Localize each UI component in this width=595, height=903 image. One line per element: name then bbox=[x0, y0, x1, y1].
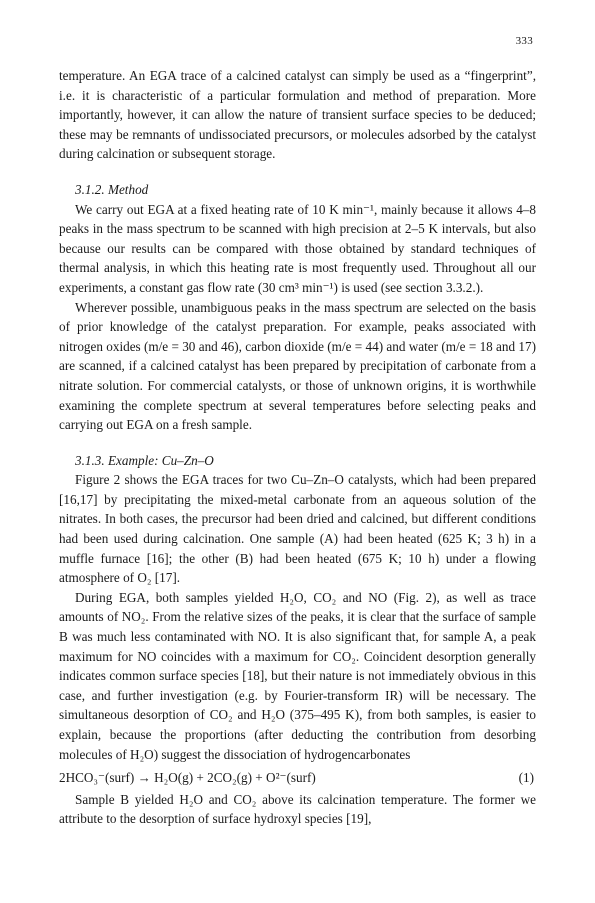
example-paragraph-2: During EGA, both samples yielded H₂O, CO₂ and NO (Fig. 2), as well as trace amounts of NO₂. From the relative sizes of the peaks, it is clear that the surface of sample B was much less contaminated with NO. It is also significant that, for sample A, a peak maximum for NO coincides with a maximum for CO₂. Coincident desorption generally indicates common surface species [18], but their nature is not immediately obvious in this case, and further investigation (e.g. by Fourier-transform IR) will be necessary. The simultaneous desorption of CO₂ and H₂O (375–495 K), from both samples, is easier to explain, because the proportions (after deducting the contribution from desorbing molecules of H₂O) suggest the dissociation of hydrogencarbonates bbox=[59, 589, 536, 762]
page-number: 333 bbox=[515, 35, 533, 47]
example-paragraph-3: Sample B yielded H₂O and CO₂ above its calcination temperature. The former we attribute to the desorption of surface hydroxyl species [19], bbox=[59, 791, 536, 827]
equation-number: (1) bbox=[518, 770, 534, 786]
example-heading: 3.1.3. Example: Cu–Zn–O bbox=[75, 452, 214, 468]
equation-text: 2HCO₃⁻(surf) → H₂O(g) + 2CO₂(g) + O²⁻(surf) bbox=[59, 770, 316, 786]
intro-paragraph: temperature. An EGA trace of a calcined catalyst can simply be used as a “fingerprint”, i.e. it is characteristic of a particular formulation and method of preparation. More importantly, however, it can allow the nature of transient surface species to be deduced; these may be remnants of undissociated precursors, or molecules adsorbed by the catalyst during calcination or subsequent storage. bbox=[59, 68, 536, 162]
method-paragraph-1: We carry out EGA at a fixed heating rate of 10 K min⁻¹, mainly because it allows 4–8 peaks in the mass spectrum to be scanned with high precision at 2–5 K intervals, but also because our results can be compared with those obtained by standard techniques of thermal analysis, in which this heating rate is most frequently used. Throughout all our experiments, a constant gas flow rate (30 cm³ min⁻¹) is used (see section 3.3.2.). bbox=[59, 201, 536, 295]
equation-1 bbox=[59, 768, 536, 788]
method-paragraph-2: Wherever possible, unambiguous peaks in the mass spectrum are selected on the basis of prior knowledge of the catalyst preparation. For example, peaks associated with nitrogen oxides (m/e = 30 and 46), carbon dioxide (m/e = 44) and water (m/e = 18 and 17) are scanned, if a calcined catalyst has been prepared by precipitation of carbonate from a nitrate solution. For commercial catalysts, or those of unknown origins, it is worthwhile examining the complete spectrum at several temperatures before selecting peaks and carrying out EGA on a fresh sample. bbox=[59, 299, 536, 433]
page-body bbox=[59, 66, 536, 829]
example-paragraph-1: Figure 2 shows the EGA traces for two Cu–Zn–O catalysts, which had been prepared [16,17] by precipitating the mixed-metal carbonate from an aqueous solution of the nitrates. In both cases, the precursor had been dried and calcined, but different conditions had been used during calcination. One sample (A) had been heated (625 K; 3 h) in a muffle furnace [16]; the other (B) had been heated (675 K; 10 h) under a flowing atmosphere of O₂ [17]. bbox=[59, 472, 536, 586]
method-heading: 3.1.2. Method bbox=[75, 181, 149, 197]
